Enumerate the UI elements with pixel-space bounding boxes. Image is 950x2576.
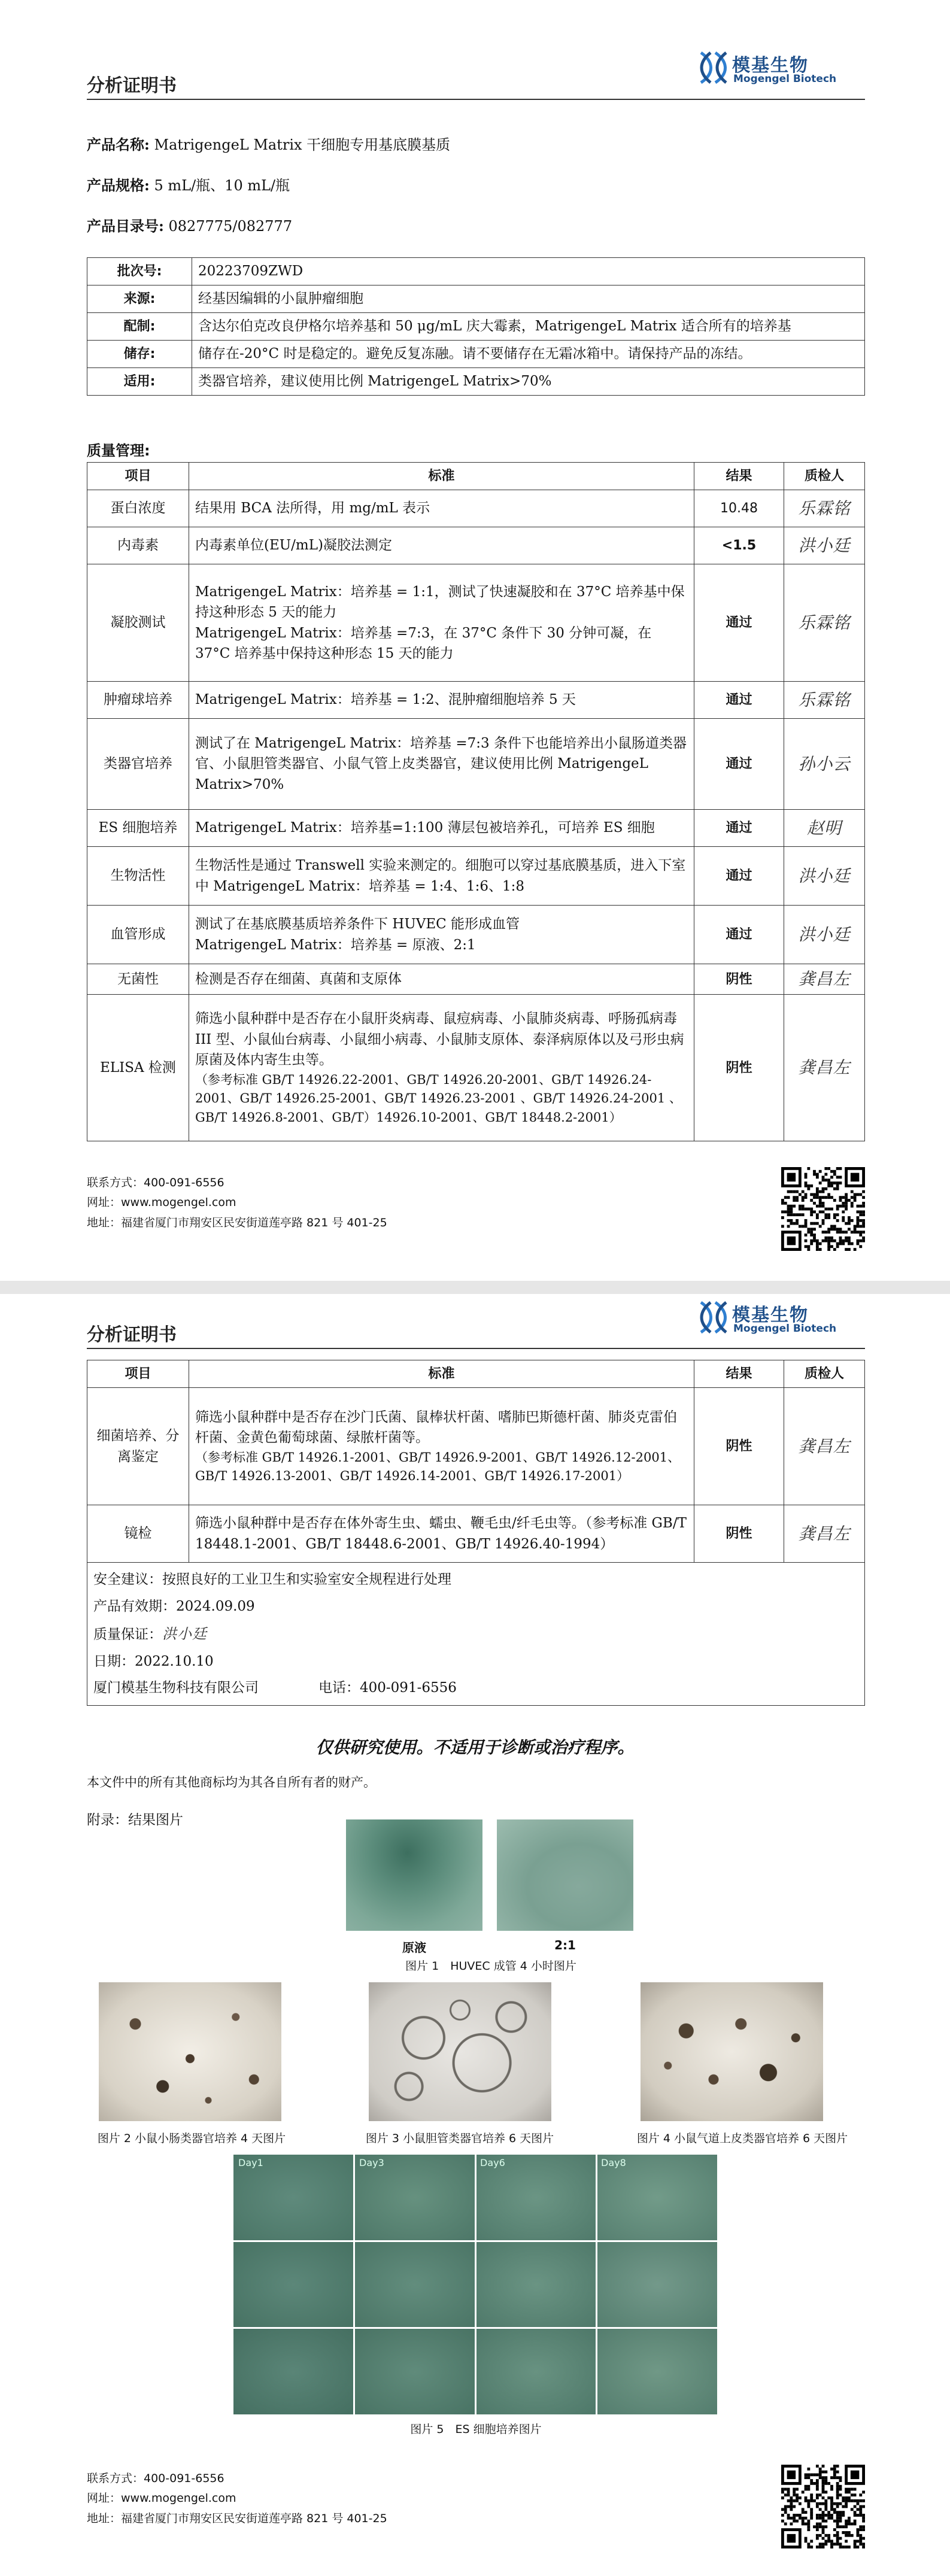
inspector-signature: 洪小廷	[784, 847, 865, 906]
table-row	[87, 564, 865, 682]
product-spec-line	[87, 174, 290, 195]
qc-result: 通过	[694, 564, 784, 682]
qc-item: 细菌培养、分离鉴定	[87, 1388, 189, 1505]
info-value: 经基因编辑的小鼠肿瘤细胞	[192, 285, 865, 313]
table-row	[87, 810, 865, 847]
qc-table	[87, 462, 865, 1141]
dna-logo-icon	[697, 1299, 731, 1336]
info-value: 储存在-20°C 时是稳定的。避免反复冻融。请不要储存在无霜冰箱中。请保持产品的冻结。	[192, 341, 865, 368]
safety-advice: 安全建议：按照良好的工业卫生和实验室安全规程进行处理	[93, 1572, 451, 1587]
huvec-photo-undiluted	[346, 1819, 482, 1931]
info-value: 类器官培养，建议使用比例 MatrigengeL Matrix>70%	[192, 368, 865, 396]
qc-item: ELISA 检测	[87, 995, 189, 1141]
es-photo-tile	[355, 2242, 475, 2328]
airway-organoid-photo	[641, 1982, 823, 2121]
fig4-caption: 图片 4 小鼠气道上皮类器官培养 6 天图片	[636, 2132, 848, 2145]
qc-item: 凝胶测试	[87, 564, 189, 682]
col-header-result: 结果	[694, 1360, 784, 1388]
product-catalog-value: 0827775/082777	[168, 218, 293, 235]
qc-standard-cell	[189, 906, 694, 964]
es-photo-tile	[233, 2242, 353, 2328]
company-logo	[697, 49, 853, 91]
qc-standard: 检测是否存在细菌、真菌和支原体	[189, 964, 694, 995]
qc-result: 通过	[694, 810, 784, 847]
product-catalog-label: 产品目录号:	[87, 217, 164, 235]
table-row	[87, 258, 865, 285]
table-row	[87, 1505, 865, 1563]
qc-result: 阴性	[694, 964, 784, 995]
huvec-photo-2-1	[497, 1819, 633, 1931]
es-cell-photo-grid	[233, 2155, 717, 2414]
qc-standard: 结果用 BCA 法所得，用 mg/mL 表示	[189, 490, 694, 527]
fig1-caption: 图片 1 HUVEC 成管 4 小时图片	[405, 1960, 576, 1973]
inspector-signature: 龚昌左	[784, 964, 865, 995]
qc-standard: 筛选小鼠种群中是否存在体外寄生虫、蠕虫、鞭毛虫/纤毛虫等。（参考标准 GB/T 18448.1-2001、GB/T 18448.6-2001、GB/T 14926.40-1994）	[189, 1505, 694, 1563]
qc-standard-2: MatrigengeL Matrix：培养基 =7:3，在 37°C 条件下 30 分钟可凝，在 37°C 培养基中保持这种形态 15 天的能力	[195, 625, 652, 661]
qc-standard-cell	[189, 564, 694, 682]
qc-item: 肿瘤球培养	[87, 682, 189, 719]
header-rule	[87, 1348, 865, 1349]
es-photo-tile	[597, 2329, 717, 2414]
qc-standard: 测试了在 MatrigengeL Matrix：培养基 =7:3 条件下也能培养出小鼠肠道类器官、小鼠胆管类器官、小鼠气管上皮类器官，建议使用比例 MatrigengeL Matrix>70%	[189, 719, 694, 810]
table-row	[87, 313, 865, 341]
inspector-signature: 孙小云	[784, 719, 865, 810]
company-logo	[697, 1299, 853, 1341]
footer-phone: 联系方式：400-091-6556	[87, 2472, 224, 2485]
es-photo-tile	[597, 2242, 717, 2328]
col-header-inspector: 质检人	[784, 463, 865, 490]
col-header-inspector: 质检人	[784, 1360, 865, 1388]
qc-standard: MatrigengeL Matrix：培养基=1:100 薄层包被培养孔，可培养 ES 细胞	[189, 810, 694, 847]
batch-info-table	[87, 257, 865, 396]
page-title: 分析证明书	[87, 75, 177, 96]
qr-code-icon	[781, 2465, 865, 2548]
qc-standard-2: MatrigengeL Matrix：培养基 = 原液、2:1	[195, 937, 476, 953]
expiry-date: 产品有效期：2024.09.09	[93, 1598, 255, 1614]
inspector-signature: 乐霖铭	[784, 682, 865, 719]
table-row	[87, 490, 865, 527]
col-header-item: 项目	[87, 1360, 189, 1388]
qc-item: 蛋白浓度	[87, 490, 189, 527]
product-name-line	[87, 133, 450, 154]
inspector-signature: 赵明	[784, 810, 865, 847]
qc-item: 生物活性	[87, 847, 189, 906]
appendix-label: 附录：结果图片	[87, 1812, 183, 1828]
product-spec-label: 产品规格:	[87, 177, 150, 194]
footer-address: 地址：福建省厦门市翔安区民安街道莲亭路 821 号 401-25	[87, 2511, 387, 2525]
logo-text-en: Mogengel Biotech	[733, 1323, 837, 1335]
day-label: Day3	[359, 2157, 384, 2168]
page-title: 分析证明书	[87, 1325, 177, 1345]
qr-code-icon	[781, 1167, 865, 1251]
header-rule	[87, 99, 865, 100]
qa-signature: 洪小廷	[162, 1625, 207, 1642]
qa-line	[93, 1620, 858, 1648]
footer-phone: 联系方式：400-091-6556	[87, 1176, 224, 1189]
fig2-caption: 图片 2 小鼠小肠类器官培养 4 天图片	[97, 2132, 286, 2145]
table-row	[87, 285, 865, 313]
info-label: 配制:	[87, 313, 192, 341]
qc-standard: 生物活性是通过 Transwell 实验来测定的。细胞可以穿过基底膜基质，进入下室中 MatrigengeL Matrix：培养基 = 1:4、1:6、1:8	[189, 847, 694, 906]
qc-item: ES 细胞培养	[87, 810, 189, 847]
table-header-row	[87, 463, 865, 490]
fig5-caption: 图片 5 ES 细胞培养图片	[410, 2423, 542, 2436]
table-row	[87, 719, 865, 810]
page1-footer	[87, 1173, 387, 1233]
qc-item: 无菌性	[87, 964, 189, 995]
inspector-signature: 乐霖铭	[784, 564, 865, 682]
page2-footer	[87, 2469, 387, 2529]
qc-result: 通过	[694, 847, 784, 906]
col-header-item: 项目	[87, 463, 189, 490]
research-use-notice: 仅供研究使用。不适用于诊断或治疗程序。	[315, 1737, 635, 1757]
qc-result: <1.5	[694, 527, 784, 564]
company-name: 厦门模基生物科技有限公司	[93, 1680, 259, 1696]
footer-address: 地址：福建省厦门市翔安区民安街道莲亭路 821 号 401-25	[87, 1216, 387, 1229]
qc-table-continued	[87, 1360, 865, 1706]
product-name-label: 产品名称:	[87, 136, 150, 153]
inspector-signature: 乐霖铭	[784, 490, 865, 527]
logo-text-cn: 模基生物	[732, 55, 809, 76]
page-separator	[0, 1281, 950, 1294]
qc-result: 阴性	[694, 1388, 784, 1505]
summary-cell	[87, 1563, 865, 1706]
table-row	[87, 964, 865, 995]
inspector-signature: 龚昌左	[784, 995, 865, 1141]
qc-standard: 测试了在基底膜基质培养条件下 HUVEC 能形成血管	[195, 916, 520, 932]
qc-standard-ref: （参考标准 GB/T 14926.1-2001、GB/T 14926.9-2001、GB/T 14926.12-2001、GB/T 14926.13-2001、GB/T 14926.14-2001、GB/T 14926.17-2001）	[195, 1450, 681, 1483]
fig1-label-a: 原液	[402, 1940, 426, 1955]
company-line	[93, 1675, 858, 1702]
info-label: 储存:	[87, 341, 192, 368]
qa-label: 质量保证：	[93, 1626, 162, 1642]
qc-standard: 内毒素单位(EU/mL)凝胶法测定	[189, 527, 694, 564]
col-header-standard: 标准	[189, 1360, 694, 1388]
es-photo-tile	[355, 2329, 475, 2414]
table-row	[87, 527, 865, 564]
table-row	[87, 682, 865, 719]
logo-text-en: Mogengel Biotech	[733, 73, 837, 85]
footer-website[interactable]: 网址：www.mogengel.com	[87, 2492, 236, 2505]
qc-result: 10.48	[694, 490, 784, 527]
table-row	[87, 847, 865, 906]
table-row	[87, 341, 865, 368]
bile-duct-organoid-photo	[369, 1982, 551, 2121]
qc-standard: 筛选小鼠种群中是否存在小鼠肝炎病毒、鼠痘病毒、小鼠肺炎病毒、呼肠孤病毒 III 型、小鼠仙台病毒、小鼠细小病毒、小鼠肺支原体、泰泽病原体以及弓形虫病原菌及体内寄生虫等。	[195, 1011, 684, 1068]
col-header-result: 结果	[694, 463, 784, 490]
qc-standard-ref: （参考标准 GB/T 14926.22-2001、GB/T 14926.20-2001、GB/T 14926.24-2001、GB/T 14926.25-2001、GB/T 14926.23-2001 、GB/T 14926.24-2001 、GB/T 14926.8-2001、GB/T）14926.10-2001、GB/T 18448.2-2001）	[195, 1072, 682, 1125]
table-row	[87, 995, 865, 1141]
qc-item: 内毒素	[87, 527, 189, 564]
qc-item: 镜检	[87, 1505, 189, 1563]
fig1-label-b: 2:1	[554, 1938, 576, 1952]
qc-standard-cell	[189, 995, 694, 1141]
qc-result: 通过	[694, 906, 784, 964]
qc-result: 通过	[694, 682, 784, 719]
info-value: 20223709ZWD	[192, 258, 865, 285]
product-spec-value: 5 mL/瓶、10 mL/瓶	[154, 177, 290, 194]
issue-date: 日期：2022.10.10	[93, 1653, 214, 1669]
day-label: Day6	[480, 2157, 505, 2168]
qc-standard-cell	[189, 1388, 694, 1505]
qc-section-label: 质量管理:	[87, 442, 150, 459]
day-label: Day8	[601, 2157, 626, 2168]
inspector-signature: 龚昌左	[784, 1388, 865, 1505]
dna-logo-icon	[697, 49, 731, 86]
table-row	[87, 368, 865, 396]
table-header-row	[87, 1360, 865, 1388]
es-photo-tile	[233, 2329, 353, 2414]
fig3-caption: 图片 3 小鼠胆管类器官培养 6 天图片	[365, 2132, 554, 2145]
summary-row	[87, 1563, 865, 1706]
info-label: 适用:	[87, 368, 192, 396]
info-value: 含达尔伯克改良伊格尔培养基和 50 μg/mL 庆大霉素，MatrigengeL Matrix 适合所有的培养基	[192, 313, 865, 341]
product-name-value: MatrigengeL Matrix 干细胞专用基底膜基质	[154, 136, 451, 153]
table-row	[87, 1388, 865, 1505]
inspector-signature: 龚昌左	[784, 1505, 865, 1563]
table-row	[87, 906, 865, 964]
qc-standard: 筛选小鼠种群中是否存在沙门氏菌、鼠棒状杆菌、嗜肺巴斯德杆菌、肺炎克雷伯杆菌、金黄色葡萄球菌、绿脓杆菌等。	[195, 1409, 677, 1445]
inspector-signature: 洪小廷	[784, 906, 865, 964]
product-catalog-line	[87, 214, 292, 235]
company-tel: 电话：400-091-6556	[318, 1680, 457, 1696]
qc-standard: MatrigengeL Matrix：培养基 = 1:1，测试了快速凝胶和在 37°C 培养基中保持这种形态 5 天的能力	[195, 584, 685, 620]
intestine-organoid-photo	[99, 1982, 281, 2121]
es-photo-tile	[476, 2242, 596, 2328]
qc-result: 通过	[694, 719, 784, 810]
trademark-notice: 本文件中的所有其他商标均为其各自所有者的财产。	[87, 1775, 376, 1790]
info-label: 批次号:	[87, 258, 192, 285]
qc-result: 阴性	[694, 1505, 784, 1563]
logo-text-cn: 模基生物	[732, 1305, 809, 1326]
col-header-standard: 标准	[189, 463, 694, 490]
qc-standard: MatrigengeL Matrix：培养基 = 1:2、混肿瘤细胞培养 5 天	[189, 682, 694, 719]
es-photo-tile	[476, 2329, 596, 2414]
qc-item: 血管形成	[87, 906, 189, 964]
info-label: 来源:	[87, 285, 192, 313]
day-label: Day1	[238, 2157, 263, 2168]
qc-item: 类器官培养	[87, 719, 189, 810]
footer-website[interactable]: 网址：www.mogengel.com	[87, 1196, 236, 1210]
inspector-signature: 洪小廷	[784, 527, 865, 564]
qc-result: 阴性	[694, 995, 784, 1141]
